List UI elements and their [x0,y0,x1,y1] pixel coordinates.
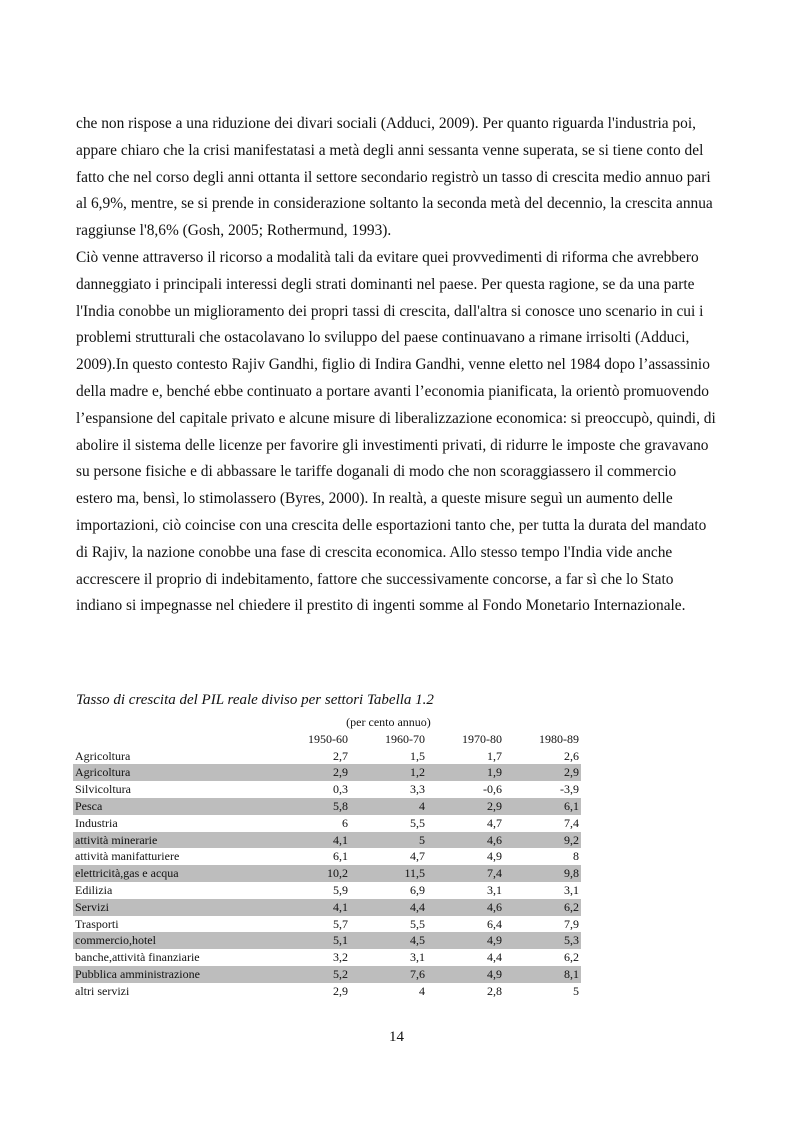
table-cell: 1,5 [410,748,425,763]
table-cell: 10,2 [327,866,348,881]
body-text [76,111,716,620]
table-cell: 6,4 [487,916,502,931]
table-row [73,781,581,798]
table-cell: 7,4 [487,866,502,881]
row-label: commercio,hotel [75,933,156,948]
table-cell: 4,1 [333,899,348,914]
row-label: banche,attività finanziarie [75,950,200,965]
table-cell: 1,2 [410,765,425,780]
table-cell: 5 [573,983,579,998]
table-row [73,899,581,916]
table-cell: 5,8 [333,798,348,813]
table-row [73,983,581,1000]
row-label: Industria [75,815,118,830]
table-cell: 5,7 [333,916,348,931]
table-cell: 4 [419,983,425,998]
table-cell: 3,3 [410,782,425,797]
table-cell: 2,7 [333,748,348,763]
table-cell: 2,8 [487,983,502,998]
table-cell: 8,1 [564,966,579,981]
table-cell: 9,2 [564,832,579,847]
table-row [73,848,581,865]
table-cell: 2,9 [333,983,348,998]
table-cell: 2,9 [333,765,348,780]
table-row [73,748,581,765]
table-cell: 1,9 [487,765,502,780]
table-cell: 4 [419,798,425,813]
table-cell: 7,6 [410,966,425,981]
table-row [73,949,581,966]
row-label: Agricoltura [75,748,131,763]
row-label: Agricoltura [75,765,131,780]
table-cell: 3,2 [333,950,348,965]
table-cell: 4,4 [487,950,502,965]
table-cell: 6,2 [564,950,579,965]
table-row [73,798,581,815]
table-cell: 5,5 [410,916,425,931]
table-cell: 5,2 [333,966,348,981]
row-label: Pubblica amministrazione [75,966,200,981]
table-cell: 5,1 [333,933,348,948]
table-cell: 5,5 [410,815,425,830]
period-header: 1950-60 [308,731,348,746]
row-label: elettricità,gas e acqua [75,866,179,881]
table-cell: 5,3 [564,933,579,948]
table-cell: 1,7 [487,748,502,763]
table-cell: 4,1 [333,832,348,847]
table-caption: Tasso di crescita del PIL reale diviso per settori Tabella 1.2 [76,692,434,708]
table-unit: (per cento annuo) [346,715,431,729]
page-number: 14 [389,1029,404,1045]
table-cell: 8 [573,849,579,864]
table-cell: 2,6 [564,748,579,763]
period-header: 1970-80 [462,731,502,746]
row-label: altri servizi [75,983,130,998]
table-cell: 4,4 [410,899,425,914]
table-unit-row [73,714,581,731]
gdp-growth-table [73,714,581,1000]
table-cell: -0,6 [483,782,502,797]
row-label: attività minerarie [75,832,158,847]
table-cell: 3,1 [410,950,425,965]
table-cell: 6,2 [564,899,579,914]
table-cell: 4,6 [487,832,502,847]
row-label: Pesca [75,798,103,813]
table-row [73,882,581,899]
row-label: Edilizia [75,882,113,897]
table-cell: -3,9 [560,782,579,797]
table-row [73,865,581,882]
table-cell: 4,9 [487,849,502,864]
table-cell: 4,9 [487,933,502,948]
table-cell: 5 [419,832,425,847]
table-row [73,966,581,983]
table-cell: 7,9 [564,916,579,931]
table-row [73,832,581,849]
table-cell: 9,8 [564,866,579,881]
row-label: Servizi [75,899,109,914]
table-cell: 4,7 [487,815,502,830]
table-row [73,916,581,933]
table-body [73,748,581,1000]
table-cell: 2,9 [487,798,502,813]
period-header: 1960-70 [385,731,425,746]
table-cell: 7,4 [564,815,579,830]
table-cell: 3,1 [564,882,579,897]
table-cell: 2,9 [564,765,579,780]
table-row [73,764,581,781]
table-cell: 3,1 [487,882,502,897]
table-cell: 4,5 [410,933,425,948]
table-row [73,815,581,832]
table-cell: 5,9 [333,882,348,897]
row-label: Silvicoltura [75,782,131,797]
table-cell: 4,9 [487,966,502,981]
paragraph-2: Ciò venne attraverso il ricorso a modalità tali da evitare quei provvedimenti di riforma che avrebbero danneggiato i principali interessi degli strati dominanti nel paese. Per questa ragione, se da una parte l'India conobbe un miglioramento dei propri tassi di crescita, dall'altra si conosce uno scenario in cui i problemi strutturali che ostacolavano lo sviluppo del paese continuavano a rimane irrisolti (Adduci, 2009).In questo contesto Rajiv Gandhi, figlio di Indira Gandhi, venne eletto nel 1984 dopo l’assassinio della madre e, benché ebbe continuato a portare avanti l’economia pianificata, la orientò promuovendo l’espansione del capitale privato e alcune misure di liberalizzazione economica: si preoccupò, quindi, di abolire il sistema delle licenze per favorire gli investimenti privati, di ridurre le imposte che gravavano su persone fisiche e di abbassare le tariffe doganali di modo che non scoraggiassero il commercio estero ma, bensì, lo stimolassero (Byres, 2000). In realtà, a queste misure seguì un aumento delle importazioni, ciò coincise con una crescita delle esportazioni tanto che, per tutta la durata del mandato di Rajiv, la nazione conobbe una fase di crescita economica. Allo stesso tempo l'India vide anche accrescere il proprio di indebitamento, fattore che successivamente concorse, a far sì che lo Stato indiano si impegnasse nel chiedere il prestito di ingenti somme al Fondo Monetario Internazionale. [76,248,716,615]
table-cell: 11,5 [404,866,425,881]
table-cell: 4,7 [410,849,425,864]
period-header: 1980-89 [539,731,579,746]
table-cell: 4,6 [487,899,502,914]
table-cell: 0,3 [333,782,348,797]
table-cell: 6,1 [333,849,348,864]
table-cell: 6,1 [564,798,579,813]
paragraph-1: che non rispose a una riduzione dei divari sociali (Adduci, 2009). Per quanto riguarda l'industria poi, appare chiaro che la crisi manifestatasi a metà degli anni sessanta venne superata, se si tiene conto del fatto che nel corso degli anni ottanta il settore secondario registrò un tasso di crescita medio annuo pari al 6,9%, mentre, se si prende in considerazione soltanto la seconda metà del decennio, la crescita annua raggiunse l'8,6% (Gosh, 2005; Rothermund, 1993). [76,115,713,240]
table-header-row [73,731,581,748]
table-row [73,932,581,949]
table-cell: 6 [342,815,348,830]
row-label: attività manifatturiere [75,849,180,864]
row-label: Trasporti [75,916,119,931]
table-cell: 6,9 [410,882,425,897]
